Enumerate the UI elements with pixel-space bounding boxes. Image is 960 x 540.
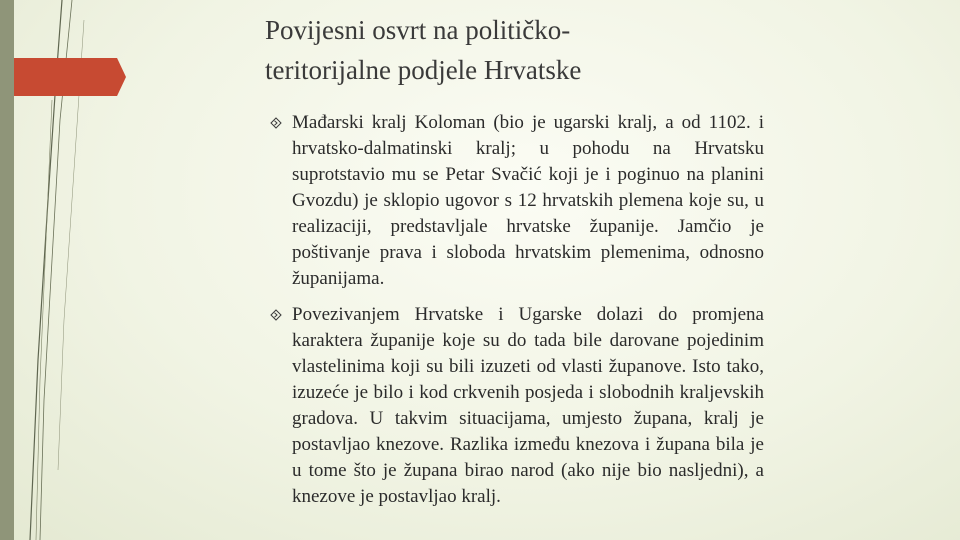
diamond-arrow-bullet-icon [270, 309, 282, 321]
slide-title-line-1: Povijesni osvrt na političko- [265, 15, 571, 45]
diamond-arrow-bullet-icon [270, 117, 282, 129]
slide-title [265, 10, 885, 90]
slide-title-line-2: teritorijalne podjele Hrvatske [265, 55, 582, 85]
title-accent-arrow [14, 58, 126, 96]
bullet-text: Povezivanjem Hrvatske i Ugarske dolazi do promjena karaktera županije koje su do tada bile darovane pojedinim vlastelinima koji su bili izuzeti od vlasti županove. Isto tako, izuzeće je bilo i kod crkvenih posjeda i slobodnih kraljevskih gradova. U takvim situacijama, umjesto župana, kralj je postavljao knezove. Razlika između knezova i župana bila je u tome što je župana birao narod (ako nije bio nasljedni), a knezove je postavljao kralj. [292, 304, 764, 507]
bullet-item [270, 302, 764, 510]
bullet-item [270, 110, 764, 292]
slide-content [270, 110, 764, 520]
bullet-text: Mađarski kralj Koloman (bio je ugarski kralj, a od 1102. i hrvatsko-dalmatinski kralj; u pohodu na Hrvatsku suprotstavio mu se Petar Svačić koji je i poginuo na planini Gvozdu) je sklopio ugovor s 12 hrvatskih plemena koje su, u realizaciji, predstavljale hrvatske županije. Jamčio je poštivanje prava i sloboda hrvatskim plemenima, odnosno županijama. [292, 112, 764, 289]
